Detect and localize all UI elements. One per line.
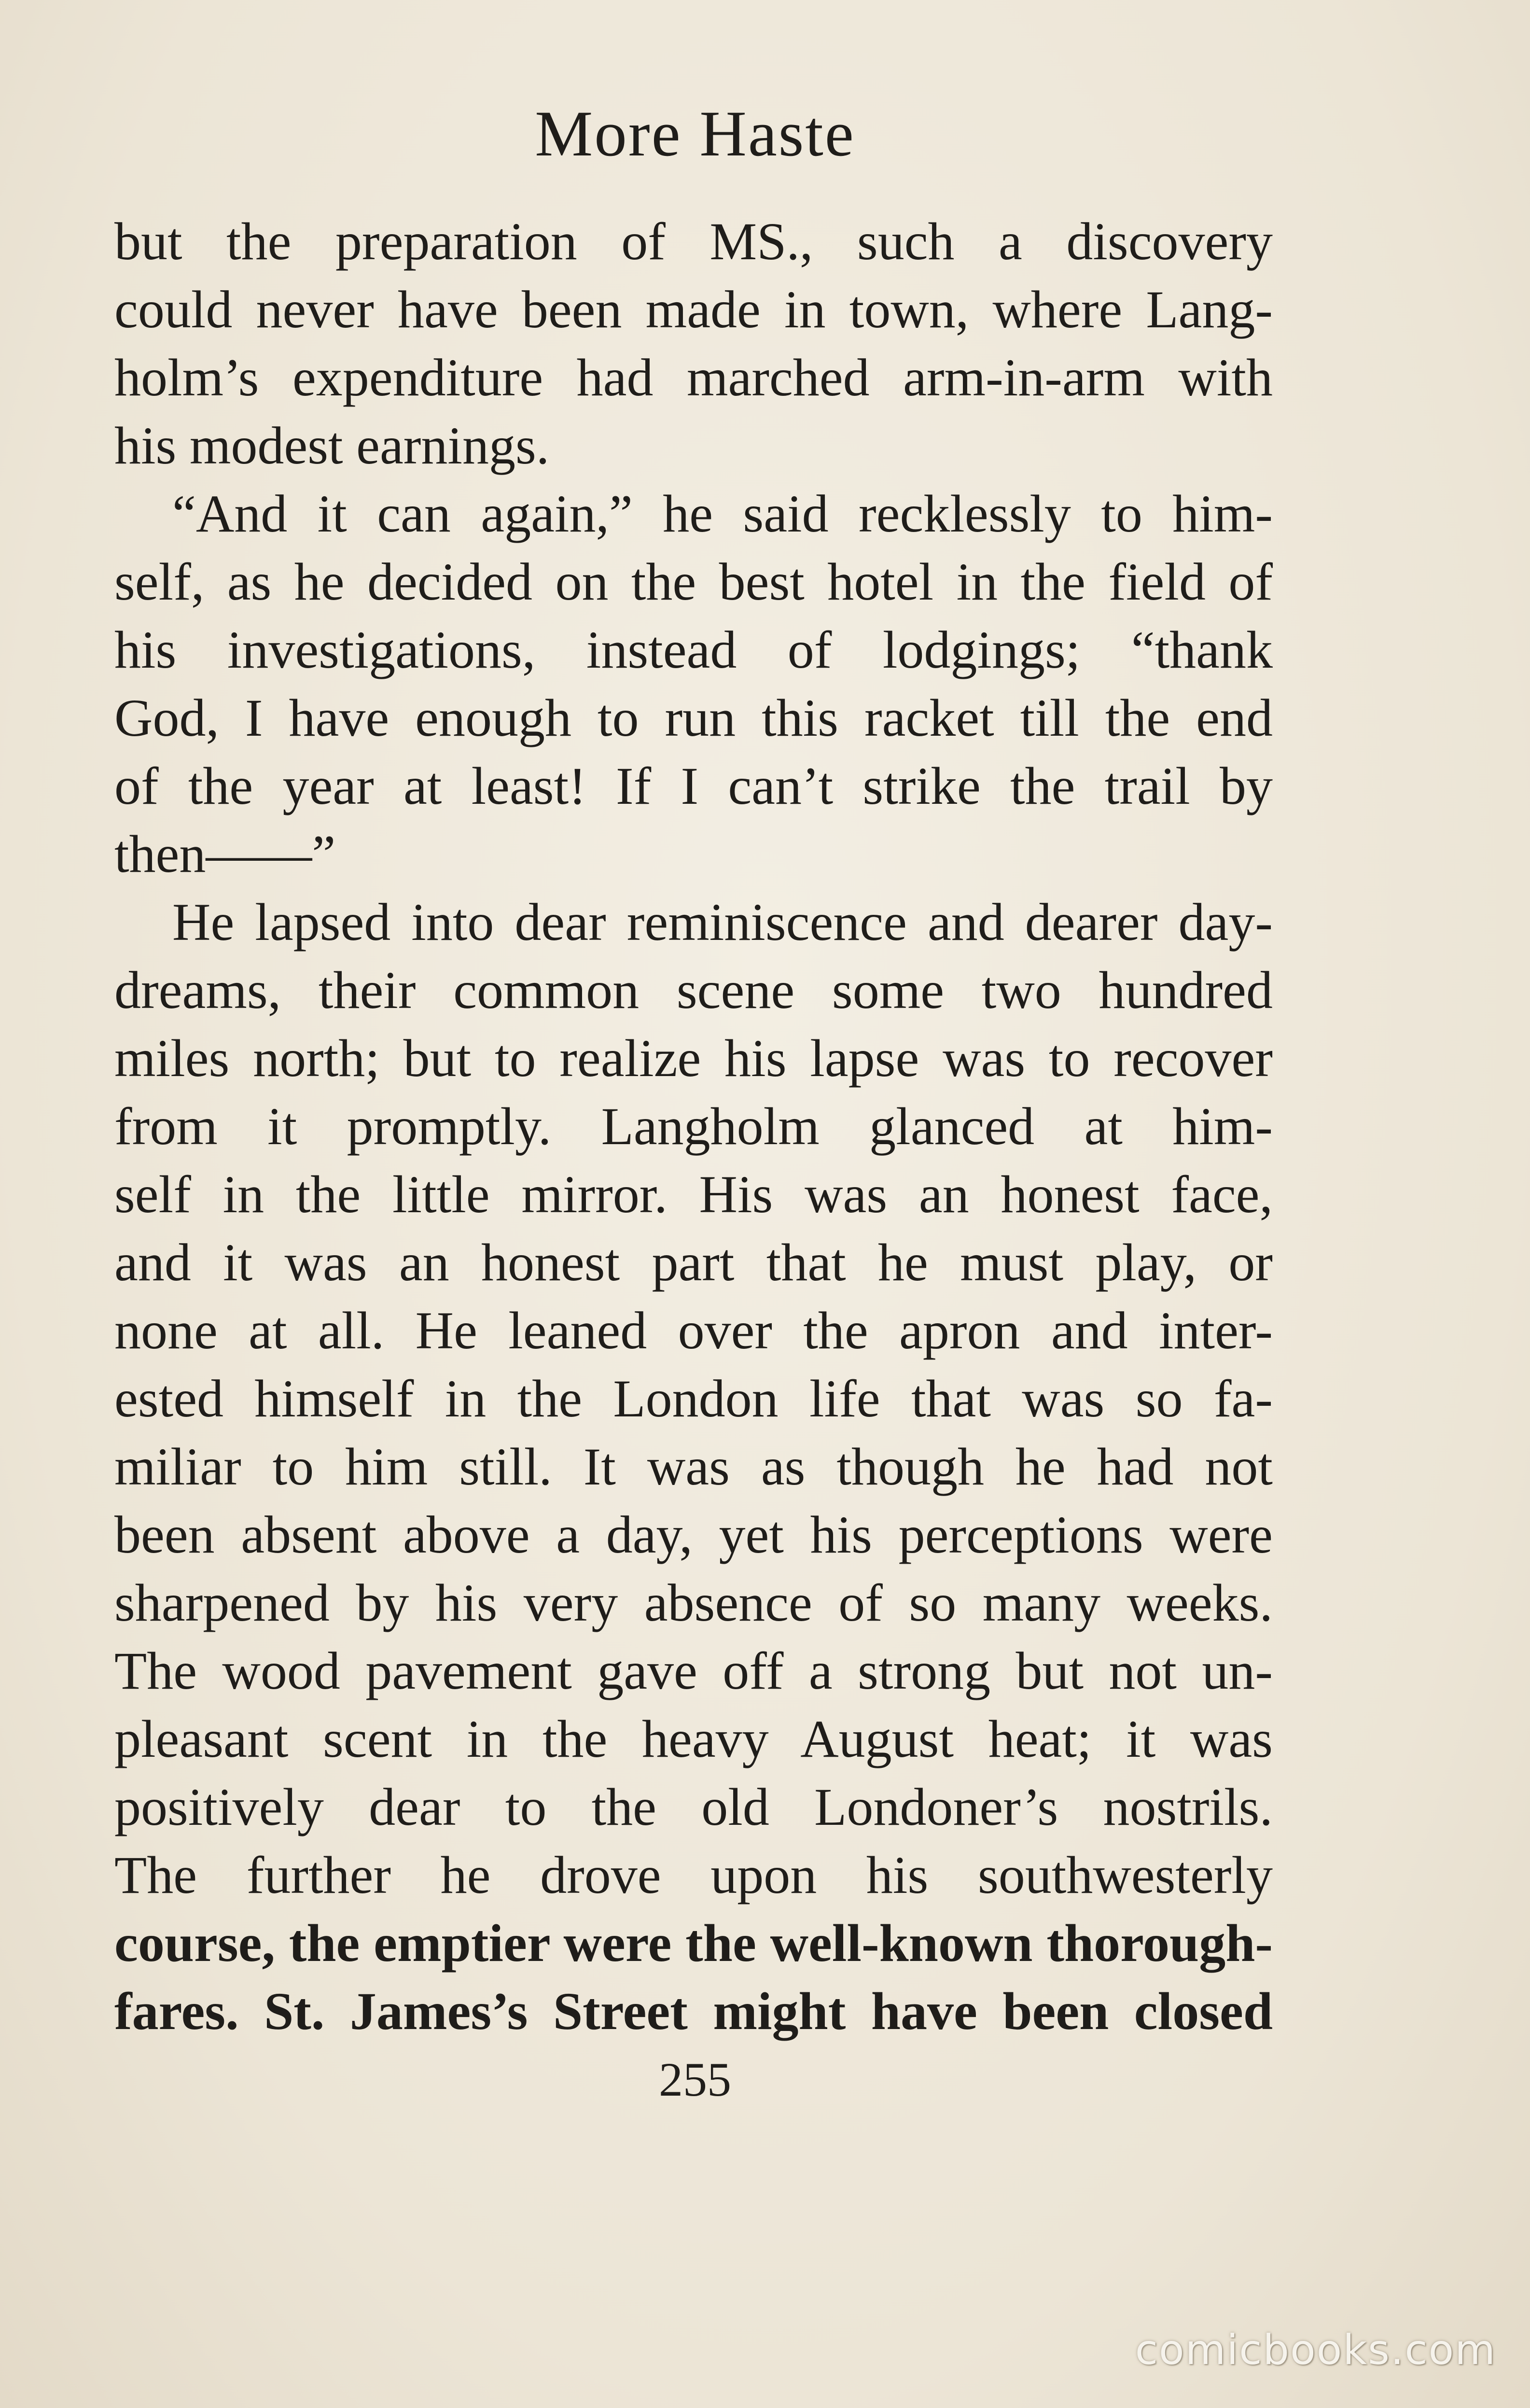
- text-line: He lapsed into dear reminiscence and dearer day-: [172, 893, 1273, 952]
- text-line: course, the emptier were the well-known thorough-: [114, 1914, 1273, 1973]
- text-line: miles north; but to realize his lapse was to recover: [114, 1029, 1273, 1088]
- text-line: The wood pavement gave off a strong but not un-: [114, 1641, 1273, 1700]
- paragraph: [114, 888, 1273, 2045]
- text-line: dreams, their common scene some two hundred: [114, 961, 1273, 1020]
- text-line: holm’s expenditure had marched arm-in-arm with: [114, 348, 1273, 407]
- text-line: and it was an honest part that he must play, or: [114, 1233, 1273, 1292]
- text-line: “And it can again,” he said recklessly to him-: [172, 484, 1273, 543]
- text-line: self in the little mirror. His was an honest face,: [114, 1165, 1273, 1224]
- text-line: his investigations, instead of lodgings; “thank: [114, 620, 1273, 679]
- text-line: but the preparation of MS., such a discovery: [114, 212, 1273, 271]
- text-line: could never have been made in town, where Lang-: [114, 280, 1273, 339]
- text-line: self, as he decided on the best hotel in the field of: [114, 552, 1273, 611]
- paragraph: [114, 480, 1273, 888]
- running-head: More Haste: [535, 98, 855, 170]
- text-line: ested himself in the London life that was so fa-: [114, 1369, 1273, 1428]
- text-line: The further he drove upon his southwesterly: [114, 1846, 1273, 1904]
- text-line: positively dear to the old Londoner’s nostrils.: [114, 1778, 1273, 1836]
- body-text: [114, 208, 1273, 2045]
- text-line: then——”: [114, 825, 336, 883]
- watermark: comicbooks.com: [1135, 2326, 1496, 2374]
- page-number: 255: [659, 2053, 731, 2106]
- text-line: miliar to him still. It was as though he had not: [114, 1437, 1273, 1496]
- text-line: fares. St. James’s Street might have been closed: [114, 1982, 1273, 2041]
- text-line: his modest earnings.: [114, 416, 550, 475]
- text-line: of the year at least! If I can’t strike the trail by: [114, 756, 1273, 815]
- text-line: from it promptly. Langholm glanced at him-: [114, 1097, 1273, 1156]
- paragraph: [114, 208, 1273, 480]
- text-line: God, I have enough to run this racket till the end: [114, 688, 1273, 747]
- text-line: sharpened by his very absence of so many weeks.: [114, 1573, 1273, 1632]
- text-line: pleasant scent in the heavy August heat; it was: [114, 1709, 1273, 1768]
- text-line: been absent above a day, yet his perceptions were: [114, 1505, 1273, 1564]
- text-line: none at all. He leaned over the apron and inter-: [114, 1301, 1273, 1360]
